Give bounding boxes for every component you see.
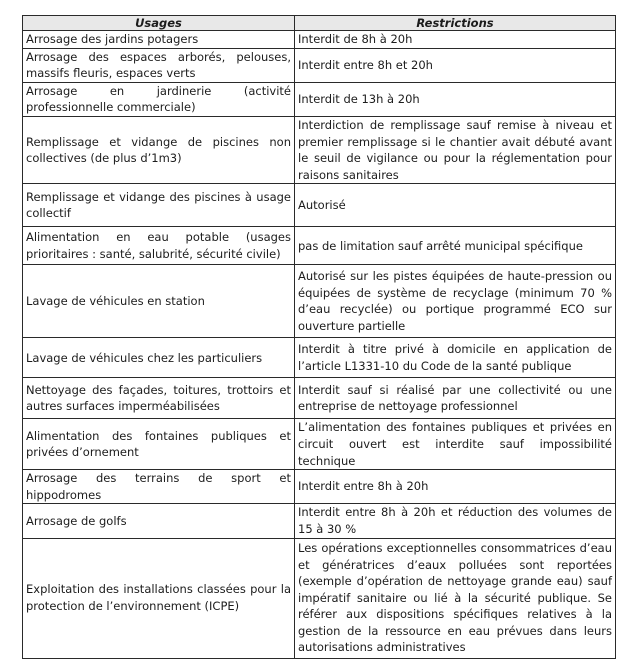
restriction-cell: Interdit sauf si réalisé par une collectivité ou une entreprise de nettoyage professionnel (295, 378, 616, 419)
table-row (23, 116, 616, 183)
restriction-cell: Autorisé (295, 184, 616, 227)
usage-cell: Remplissage et vidange des piscines à usage collectif (23, 184, 295, 227)
table-row (23, 227, 616, 265)
usage-cell: Remplissage et vidange de piscines non collectives (de plus d’1m3) (23, 116, 295, 183)
usage-cell: Arrosage des terrains de sport et hippodromes (23, 470, 295, 504)
table-row (23, 470, 616, 504)
restriction-cell: Interdit entre 8h et 20h (295, 48, 616, 82)
header-restrictions: Restrictions (295, 16, 616, 31)
table-row (23, 378, 616, 419)
table-row (23, 48, 616, 82)
usage-cell: Arrosage de golfs (23, 504, 295, 538)
usage-cell: Lavage de véhicules en station (23, 265, 295, 338)
table-row (23, 184, 616, 227)
restriction-cell: Interdit de 8h à 20h (295, 31, 616, 49)
usage-cell: Exploitation des installations classées pour la protection de l’environnement (ICPE) (23, 538, 295, 658)
usage-cell: Arrosage en jardinerie (activité professionnelle commerciale) (23, 82, 295, 116)
restriction-cell: Interdit entre 8h à 20h et réduction des volumes de 15 à 30 % (295, 504, 616, 538)
table-row (23, 338, 616, 378)
usage-cell: Alimentation en eau potable (usages prioritaires : santé, salubrité, sécurité civile) (23, 227, 295, 265)
usage-cell: Lavage de véhicules chez les particuliers (23, 338, 295, 378)
table-row (23, 82, 616, 116)
restriction-cell: L’alimentation des fontaines publiques et privées en circuit ouvert est interdite sauf impossibilité technique (295, 419, 616, 470)
water-restrictions-table (22, 15, 616, 659)
usage-cell: Alimentation des fontaines publiques et privées d’ornement (23, 419, 295, 470)
usage-cell: Arrosage des jardins potagers (23, 31, 295, 49)
restriction-cell: Autorisé sur les pistes équipées de haute-pression ou équipées de système de recyclage (minimum 70 % d’eau recyclée) ou portique programmé ECO sur ouverture partielle (295, 265, 616, 338)
table-header-row (23, 16, 616, 31)
restriction-cell: pas de limitation sauf arrêté municipal spécifique (295, 227, 616, 265)
table-row (23, 538, 616, 658)
header-usages: Usages (23, 16, 295, 31)
usage-cell: Nettoyage des façades, toitures, trottoirs et autres surfaces imperméabilisées (23, 378, 295, 419)
table-row (23, 31, 616, 49)
restriction-cell: Les opérations exceptionnelles consommatrices d’eau et génératrices d’eaux polluées sont reportées (exemple d’opération de nettoyage grande eau) sauf impératif sanitaire ou lié à la sécurité publique. Se référer aux dispositions spécifiques relatives à la gestion de la ressource en eau prévues dans leurs autorisations administratives (295, 538, 616, 658)
table-row (23, 504, 616, 538)
restriction-cell: Interdit de 13h à 20h (295, 82, 616, 116)
table-row (23, 265, 616, 338)
restriction-cell: Interdiction de remplissage sauf remise à niveau et premier remplissage si le chantier avait débuté avant le seuil de vigilance ou pour la réglementation pour raisons sanitaires (295, 116, 616, 183)
table-row (23, 419, 616, 470)
restriction-cell: Interdit entre 8h à 20h (295, 470, 616, 504)
restriction-cell: Interdit à titre privé à domicile en application de l’article L1331-10 du Code de la santé publique (295, 338, 616, 378)
usage-cell: Arrosage des espaces arborés, pelouses, massifs fleuris, espaces verts (23, 48, 295, 82)
